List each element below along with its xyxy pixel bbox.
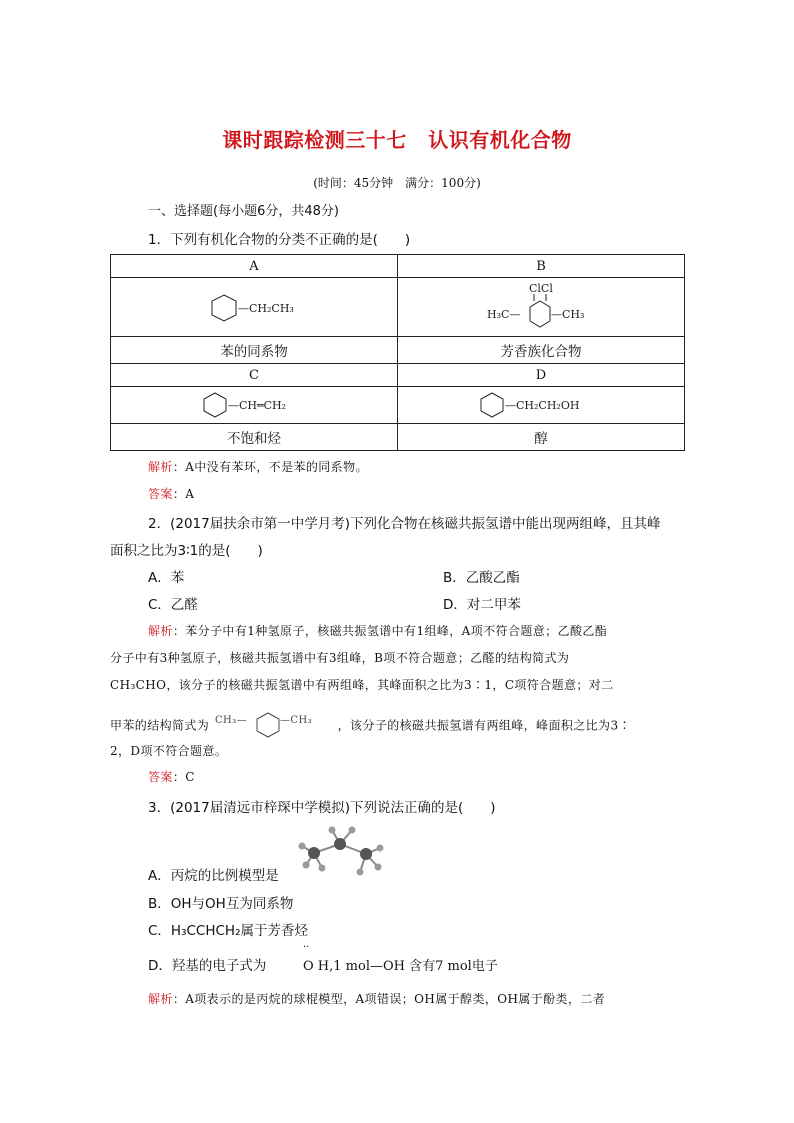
structure-b-top: ClCl xyxy=(529,282,553,295)
q2-option-b: B．乙酸乙酯 xyxy=(443,570,520,586)
q3-option-d-formula: O H,1 mol—OH 含有7 mol电子 xyxy=(303,959,498,974)
dichloro-xylene-structure xyxy=(481,281,601,333)
class-a: 苯的同系物 xyxy=(111,337,398,364)
class-c: 不饱和烃 xyxy=(111,424,398,451)
q2-stem-line2: 面积之比为3∶1的是( ) xyxy=(110,543,263,559)
q3-explanation xyxy=(148,990,605,1007)
section-heading: 一、选择题(每小题6分，共48分) xyxy=(148,204,339,219)
q3-stem: 3．(2017届清远市梓琛中学模拟)下列说法正确的是( ) xyxy=(148,800,496,816)
explain-text: ：A中没有苯环，不是苯的同系物。 xyxy=(172,460,368,474)
p-xylene-left: CH₃— xyxy=(215,715,248,726)
q1-stem: 1．下列有机化合物的分类不正确的是( ) xyxy=(148,232,411,248)
explain-text: ：苯分子中有1种氢原子，核磁共振氢谱中有1组峰，A项不符合题意；乙酸乙酯 xyxy=(172,624,608,638)
answer-text: ：C xyxy=(172,770,195,784)
structure-c-label: —CH═CH₂ xyxy=(228,399,287,412)
structure-a xyxy=(111,278,398,337)
electron-dots: ·· xyxy=(303,942,310,953)
q3-option-d: D．羟基的电子式为 xyxy=(148,958,267,974)
q2-explanation-line2: 分子中有3种氢原子，核磁共振氢谱中有3组峰，B项不符合题意；乙醛的结构简式为 xyxy=(110,651,570,665)
q1-explanation xyxy=(148,458,368,475)
answer-label: 答案 xyxy=(148,770,173,784)
q2-option-d: D．对二甲苯 xyxy=(443,597,521,613)
answer-label: 答案 xyxy=(148,487,173,501)
exam-meta: (时间：45分钟 满分：100分) xyxy=(313,176,481,190)
q2-explanation-line4 xyxy=(110,711,631,741)
structure-a-label: —CH₂CH₃ xyxy=(238,302,294,315)
explain-label: 解析 xyxy=(148,624,173,638)
ethylbenzene-structure xyxy=(204,287,304,327)
structure-b-right: —CH₃ xyxy=(551,308,585,321)
structure-d xyxy=(398,387,685,424)
q3-option-b: B．OH与OH互为同系物 xyxy=(148,896,294,912)
q3-option-c: C．H₃CCHCH₂属于芳香烃 xyxy=(148,923,308,939)
propane-ball-stick-model xyxy=(292,820,396,882)
q3-option-a: A．丙烷的比例模型是 xyxy=(148,868,279,884)
structure-b xyxy=(398,278,685,337)
q2-explanation-line5: 2，D项不符合题意。 xyxy=(110,744,228,758)
header-b: B xyxy=(398,255,685,278)
structure-c xyxy=(111,387,398,424)
q2-answer xyxy=(148,768,195,785)
page-title: 课时跟踪检测三十七 认识有机化合物 xyxy=(222,128,572,152)
header-a: A xyxy=(111,255,398,278)
structure-d-label: —CH₂CH₂OH xyxy=(505,399,580,412)
structure-b-left: H₃C— xyxy=(487,308,521,321)
explain-label: 解析 xyxy=(148,460,173,474)
q2-explanation-line1 xyxy=(148,622,607,639)
q2-option-a: A．苯 xyxy=(148,570,185,586)
explain-text: 甲苯的结构简式为 xyxy=(110,718,210,733)
q2-option-c: C．乙醛 xyxy=(148,597,198,613)
q2-explanation-line3: CH₃CHO，该分子的核磁共振氢谱中有两组峰，其峰面积之比为3∶1，C项符合题意；对二 xyxy=(110,678,614,692)
q2-stem-line1: 2．(2017届扶余市第一中学月考)下列化合物在核磁共振氢谱中能出现两组峰，且其峰 xyxy=(148,516,661,532)
answer-text: ：A xyxy=(172,487,195,501)
class-b: 芳香族化合物 xyxy=(398,337,685,364)
phenylethanol-structure xyxy=(476,390,606,420)
styrene-structure xyxy=(199,390,309,420)
explain-text: ：A项表示的是丙烷的球棍模型，A项错误；OH属于醇类，OH属于酚类，二者 xyxy=(172,992,606,1006)
explain-label: 解析 xyxy=(148,992,173,1006)
header-c: C xyxy=(111,364,398,387)
class-d: 醇 xyxy=(398,424,685,451)
q1-answer xyxy=(148,485,194,502)
explain-text: ，该分子的核磁共振氢谱有两组峰，峰面积之比为3∶ xyxy=(337,718,631,733)
header-d: D xyxy=(398,364,685,387)
q1-table xyxy=(110,254,685,451)
p-xylene-structure xyxy=(213,711,333,741)
p-xylene-right: —CH₃ xyxy=(280,715,313,726)
